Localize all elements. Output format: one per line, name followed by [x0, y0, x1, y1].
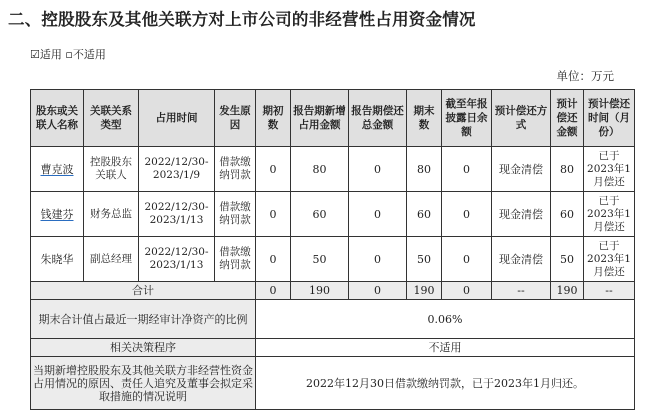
ratio-value: 0.06% — [256, 300, 635, 339]
total-amount: 190 — [551, 282, 584, 300]
method-cell: 现金清偿 — [492, 237, 551, 282]
amount-cell: 50 — [551, 237, 584, 282]
balance-cell: 0 — [442, 192, 492, 237]
new-cell: 50 — [291, 237, 349, 282]
total-begin: 0 — [256, 282, 291, 300]
header-cell: 关联关系类型 — [84, 90, 139, 147]
applicable-label: 适用 — [39, 48, 62, 61]
table-row — [31, 237, 635, 282]
header-cell: 期初数 — [256, 90, 291, 147]
repaid-cell: 0 — [349, 237, 407, 282]
explanation-value: 2022年12月30日借款缴纳罚款，已于2023年1月归还。 — [256, 357, 635, 410]
begin-cell: 0 — [256, 147, 291, 192]
when-cell: 已于2023年1月偿还 — [584, 147, 635, 192]
section-title: 二、控股股东及其他关联方对上市公司的非经营性占用资金情况 — [8, 10, 476, 29]
header-cell: 股东或关联人名称 — [31, 90, 84, 147]
balance-cell: 0 — [442, 237, 492, 282]
reason-cell: 借款缴纳罚款 — [215, 147, 256, 192]
header-cell: 预计偿还方式 — [492, 90, 551, 147]
new-cell: 80 — [291, 147, 349, 192]
procedure-value: 不适用 — [256, 339, 635, 357]
explanation-label: 当期新增控股股东及其他关联方非经营性资金占用情况的原因、责任人追究及董事会拟定采取措施的情况说明 — [31, 357, 256, 410]
begin-cell: 0 — [256, 192, 291, 237]
name-cell[interactable] — [31, 147, 84, 192]
time-cell: 2022/12/30-2023/1/13 — [139, 192, 215, 237]
header-cell: 发生原因 — [215, 90, 256, 147]
header-cell: 期末数 — [407, 90, 442, 147]
begin-cell: 0 — [256, 237, 291, 282]
total-new: 190 — [291, 282, 349, 300]
time-cell: 2022/12/30-2023/1/9 — [139, 147, 215, 192]
end-cell: 50 — [407, 237, 442, 282]
name-cell[interactable] — [31, 192, 84, 237]
explanation-row — [31, 357, 635, 410]
method-cell: 现金清偿 — [492, 147, 551, 192]
total-method: -- — [492, 282, 551, 300]
checked-checkbox-icon[interactable]: ☑ — [30, 48, 40, 61]
reason-cell: 借款缴纳罚款 — [215, 192, 256, 237]
time-cell: 2022/12/30-2023/1/13 — [139, 237, 215, 282]
not-applicable-label: 不适用 — [72, 48, 106, 61]
relation-cell: 副总经理 — [84, 237, 139, 282]
table-row — [31, 147, 635, 192]
header-cell: 预计偿还时间（月份） — [584, 90, 635, 147]
when-cell: 已于2023年1月偿还 — [584, 192, 635, 237]
total-when: -- — [584, 282, 635, 300]
header-cell: 占用时间 — [139, 90, 215, 147]
header-cell: 截至年报披露日余额 — [442, 90, 492, 147]
fund-occupation-table — [30, 89, 635, 410]
name-cell: 朱晓华 — [31, 237, 84, 282]
reason-cell: 借款缴纳罚款 — [215, 237, 256, 282]
end-cell: 80 — [407, 147, 442, 192]
procedure-label: 相关决策程序 — [31, 339, 256, 357]
unchecked-checkbox-icon[interactable]: ▫ — [65, 48, 73, 61]
amount-cell: 60 — [551, 192, 584, 237]
repaid-cell: 0 — [349, 147, 407, 192]
relation-cell: 财务总监 — [84, 192, 139, 237]
new-cell: 60 — [291, 192, 349, 237]
unit-label: 单位：万元 — [556, 69, 614, 83]
ratio-row — [31, 300, 635, 339]
person-name[interactable]: 曹克波 — [40, 162, 74, 176]
total-repaid: 0 — [349, 282, 407, 300]
ratio-label: 期末合计值占最近一期经审计净资产的比例 — [31, 300, 256, 339]
relation-cell: 控股股东关联人 — [84, 147, 139, 192]
total-end: 190 — [407, 282, 442, 300]
applicability-options — [30, 46, 106, 62]
header-cell: 预计偿还金额 — [551, 90, 584, 147]
total-label: 合计 — [31, 282, 256, 300]
procedure-row — [31, 339, 635, 357]
header-cell: 报告期偿还总金额 — [349, 90, 407, 147]
header-cell: 报告期新增占用金额 — [291, 90, 349, 147]
repaid-cell: 0 — [349, 192, 407, 237]
total-balance: 0 — [442, 282, 492, 300]
amount-cell: 80 — [551, 147, 584, 192]
when-cell: 已于2023年1月偿还 — [584, 237, 635, 282]
person-name[interactable]: 钱建芬 — [40, 207, 74, 221]
table-row — [31, 192, 635, 237]
method-cell: 现金清偿 — [492, 192, 551, 237]
total-row — [31, 282, 635, 300]
end-cell: 60 — [407, 192, 442, 237]
table-header-row — [31, 90, 635, 147]
balance-cell: 0 — [442, 147, 492, 192]
